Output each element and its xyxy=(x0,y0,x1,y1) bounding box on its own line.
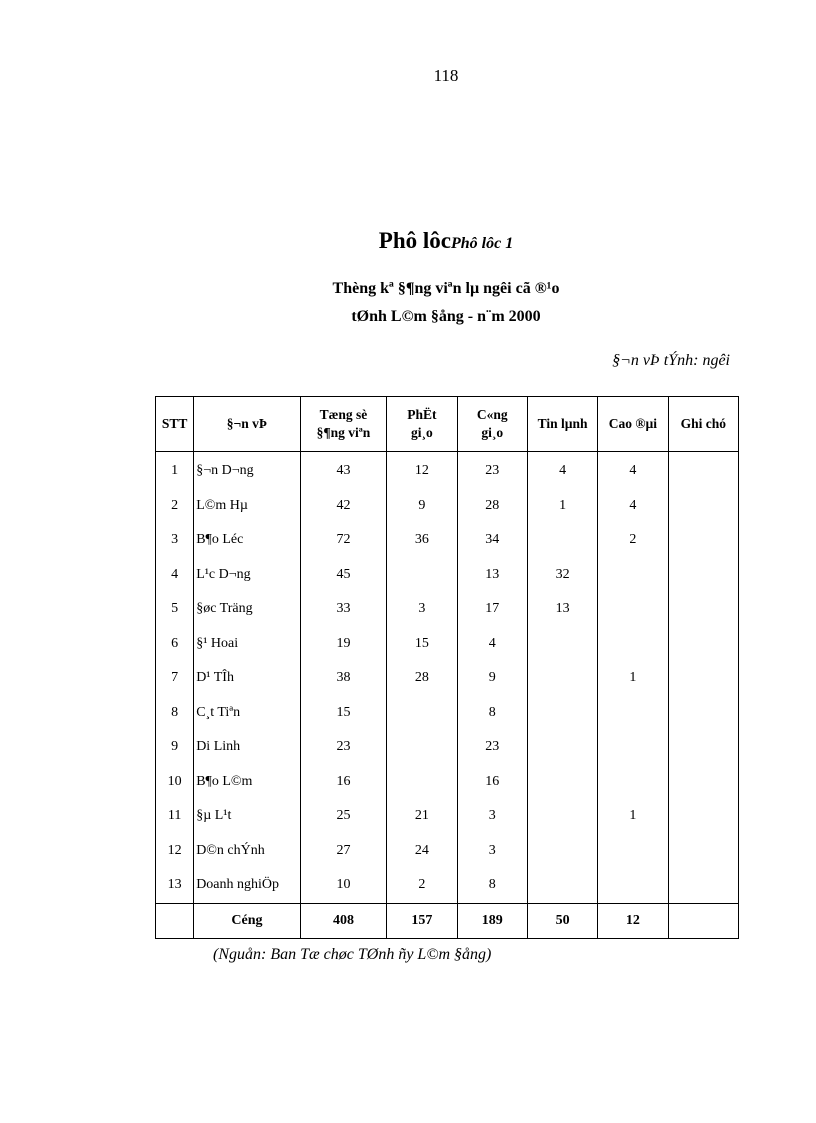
cell-unit: Doanh nghiÖp xyxy=(194,868,301,903)
cell-catholic: 9 xyxy=(457,661,527,696)
header-total-line2: §¶ng viªn xyxy=(316,425,371,440)
cell-total: 38 xyxy=(300,661,386,696)
cell-catholic: 3 xyxy=(457,834,527,869)
cell-buddhism: 24 xyxy=(387,834,457,869)
table-header-row xyxy=(156,397,739,452)
cell-stt: 12 xyxy=(156,834,194,869)
cell-buddhism: 3 xyxy=(387,592,457,627)
totals-row xyxy=(156,903,739,938)
header-total-line1: Tæng sè xyxy=(319,407,368,422)
cell-protestant xyxy=(527,868,597,903)
cell-catholic: 8 xyxy=(457,868,527,903)
table-row xyxy=(156,489,739,524)
table-row xyxy=(156,765,739,800)
cell-protestant xyxy=(527,523,597,558)
cell-caodai xyxy=(598,558,668,593)
cell-buddhism: 12 xyxy=(387,452,457,489)
cell-note xyxy=(668,765,738,800)
cell-catholic: 16 xyxy=(457,765,527,800)
cell-buddhism: 36 xyxy=(387,523,457,558)
cell-buddhism: 15 xyxy=(387,627,457,662)
cell-unit: D©n chÝnh xyxy=(194,834,301,869)
cell-stt: 6 xyxy=(156,627,194,662)
cell-protestant xyxy=(527,834,597,869)
cell-unit: Di Linh xyxy=(194,730,301,765)
cell-note xyxy=(668,834,738,869)
cell-total: 25 xyxy=(300,799,386,834)
totals-stt xyxy=(156,903,194,938)
cell-catholic: 23 xyxy=(457,452,527,489)
header-catholic xyxy=(457,397,527,452)
cell-note xyxy=(668,489,738,524)
cell-total: 10 xyxy=(300,868,386,903)
table-row xyxy=(156,696,739,731)
cell-unit: D¹ TÎh xyxy=(194,661,301,696)
totals-buddhism: 157 xyxy=(387,903,457,938)
cell-buddhism xyxy=(387,765,457,800)
cell-unit: L¹c D¬ng xyxy=(194,558,301,593)
appendix-title-main: Phô lôc xyxy=(378,228,451,253)
cell-protestant: 1 xyxy=(527,489,597,524)
cell-stt: 4 xyxy=(156,558,194,593)
cell-caodai: 1 xyxy=(598,799,668,834)
cell-caodai xyxy=(598,834,668,869)
cell-total: 16 xyxy=(300,765,386,800)
totals-catholic: 189 xyxy=(457,903,527,938)
cell-unit: §øc Träng xyxy=(194,592,301,627)
table-row xyxy=(156,558,739,593)
cell-buddhism: 28 xyxy=(387,661,457,696)
cell-buddhism xyxy=(387,696,457,731)
cell-unit: B¶o Léc xyxy=(194,523,301,558)
cell-protestant xyxy=(527,696,597,731)
cell-catholic: 13 xyxy=(457,558,527,593)
cell-catholic: 4 xyxy=(457,627,527,662)
cell-note xyxy=(668,868,738,903)
cell-total: 42 xyxy=(300,489,386,524)
cell-caodai xyxy=(598,868,668,903)
cell-unit: §¹ Hoai xyxy=(194,627,301,662)
cell-stt: 3 xyxy=(156,523,194,558)
appendix-title-sub: Phô lôc 1 xyxy=(450,235,514,252)
cell-total: 72 xyxy=(300,523,386,558)
cell-stt: 5 xyxy=(156,592,194,627)
page-number: 118 xyxy=(433,66,459,85)
cell-total: 27 xyxy=(300,834,386,869)
cell-caodai xyxy=(598,765,668,800)
cell-protestant: 32 xyxy=(527,558,597,593)
cell-stt: 10 xyxy=(156,765,194,800)
header-unit: §¬n vÞ xyxy=(194,397,301,452)
table-row xyxy=(156,868,739,903)
cell-note xyxy=(668,558,738,593)
cell-buddhism xyxy=(387,558,457,593)
table-row xyxy=(156,627,739,662)
cell-catholic: 17 xyxy=(457,592,527,627)
header-catholic-line1: C«ng xyxy=(476,407,508,422)
source-note: (Nguån: Ban Tæ chøc TØnh ñy L©m §ång) xyxy=(213,946,492,963)
header-stt: STT xyxy=(156,397,194,452)
cell-total: 19 xyxy=(300,627,386,662)
table-caption-line-2: tØnh L©m §ång - n¨m 2000 xyxy=(351,308,541,325)
cell-caodai: 1 xyxy=(598,661,668,696)
cell-stt: 11 xyxy=(156,799,194,834)
cell-caodai: 4 xyxy=(598,489,668,524)
header-catholic-line2: gi¸o xyxy=(481,425,504,440)
cell-protestant xyxy=(527,765,597,800)
cell-caodai xyxy=(598,627,668,662)
cell-catholic: 28 xyxy=(457,489,527,524)
header-buddhism xyxy=(387,397,457,452)
table-row xyxy=(156,523,739,558)
cell-stt: 9 xyxy=(156,730,194,765)
cell-protestant xyxy=(527,661,597,696)
cell-catholic: 23 xyxy=(457,730,527,765)
party-members-table xyxy=(155,396,739,939)
table-row xyxy=(156,730,739,765)
header-buddhism-line2: gi¸o xyxy=(410,425,433,440)
cell-note xyxy=(668,627,738,662)
cell-stt: 7 xyxy=(156,661,194,696)
table-row xyxy=(156,799,739,834)
cell-catholic: 3 xyxy=(457,799,527,834)
cell-buddhism: 2 xyxy=(387,868,457,903)
cell-protestant xyxy=(527,730,597,765)
cell-protestant: 13 xyxy=(527,592,597,627)
cell-unit: C¸t Tiªn xyxy=(194,696,301,731)
header-note: Ghi chó xyxy=(668,397,738,452)
cell-total: 43 xyxy=(300,452,386,489)
cell-caodai xyxy=(598,592,668,627)
totals-label: Céng xyxy=(194,903,301,938)
cell-note xyxy=(668,799,738,834)
table-row xyxy=(156,661,739,696)
cell-note xyxy=(668,696,738,731)
cell-unit: L©m Hµ xyxy=(194,489,301,524)
cell-note xyxy=(668,592,738,627)
cell-protestant: 4 xyxy=(527,452,597,489)
cell-stt: 8 xyxy=(156,696,194,731)
header-caodai: Cao ®µi xyxy=(598,397,668,452)
cell-total: 23 xyxy=(300,730,386,765)
unit-note: §¬n vÞ tÝnh: ngêi xyxy=(612,352,730,369)
cell-caodai: 2 xyxy=(598,523,668,558)
totals-total: 408 xyxy=(300,903,386,938)
cell-note xyxy=(668,661,738,696)
cell-note xyxy=(668,523,738,558)
cell-stt: 2 xyxy=(156,489,194,524)
header-buddhism-line1: PhËt xyxy=(407,407,437,422)
cell-buddhism xyxy=(387,730,457,765)
cell-total: 15 xyxy=(300,696,386,731)
cell-caodai xyxy=(598,730,668,765)
table-caption-line-1: Thèng kª §¶ng viªn lµ ngêi cã ®¹o xyxy=(332,280,560,297)
table-row xyxy=(156,592,739,627)
cell-stt: 13 xyxy=(156,868,194,903)
cell-total: 45 xyxy=(300,558,386,593)
cell-buddhism: 21 xyxy=(387,799,457,834)
cell-unit: §µ L¹t xyxy=(194,799,301,834)
cell-protestant xyxy=(527,627,597,662)
table-body xyxy=(156,452,739,904)
cell-catholic: 34 xyxy=(457,523,527,558)
appendix-title xyxy=(0,228,816,254)
cell-catholic: 8 xyxy=(457,696,527,731)
cell-protestant xyxy=(527,799,597,834)
cell-total: 33 xyxy=(300,592,386,627)
cell-buddhism: 9 xyxy=(387,489,457,524)
cell-note xyxy=(668,730,738,765)
totals-caodai: 12 xyxy=(598,903,668,938)
table-row xyxy=(156,452,739,489)
totals-protestant: 50 xyxy=(527,903,597,938)
totals-note xyxy=(668,903,738,938)
cell-stt: 1 xyxy=(156,452,194,489)
header-total xyxy=(300,397,386,452)
cell-caodai: 4 xyxy=(598,452,668,489)
cell-unit: §¬n D¬ng xyxy=(194,452,301,489)
cell-caodai xyxy=(598,696,668,731)
cell-note xyxy=(668,452,738,489)
table-row xyxy=(156,834,739,869)
header-protestant: Tin lµnh xyxy=(527,397,597,452)
cell-unit: B¶o L©m xyxy=(194,765,301,800)
